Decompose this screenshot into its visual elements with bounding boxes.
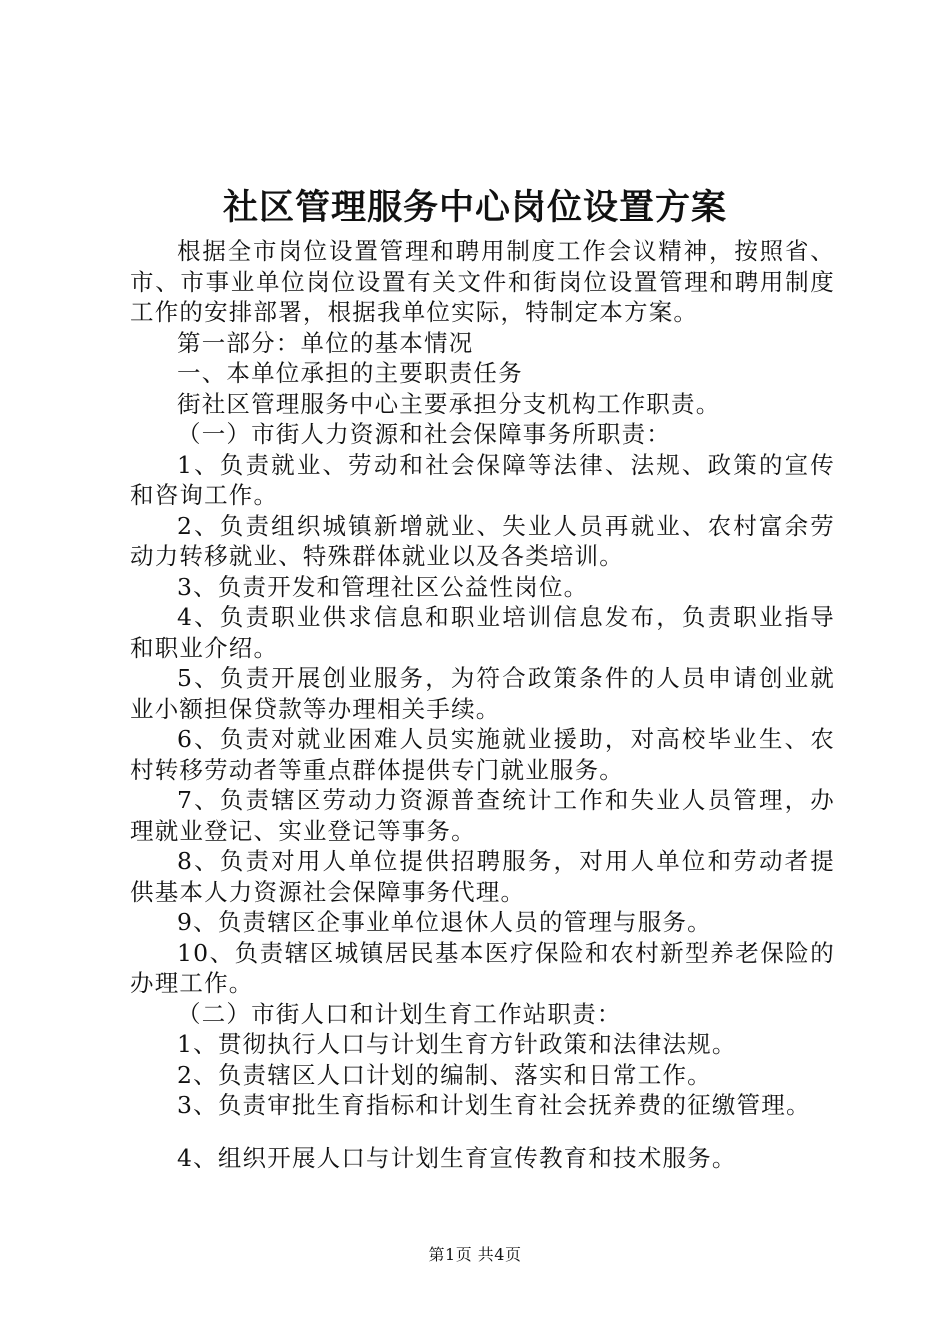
paragraph: 根据全市岗位设置管理和聘用制度工作会议精神，按照省、市、市事业单位岗位设置有关文件和街岗位设置管理和聘用制度工作的安排部署，根据我单位实际，特制定本方案。: [130, 237, 835, 326]
paragraph: 1、负责就业、劳动和社会保障等法律、法规、政策的宣传和咨询工作。: [130, 450, 835, 509]
page-footer: 第1页 共4页: [428, 1245, 522, 1264]
paragraph: 8、负责对用人单位提供招聘服务，对用人单位和劳动者提供基本人力资源社会保障事务代理。: [130, 847, 835, 906]
paragraph: 街社区管理服务中心主要承担分支机构工作职责。: [177, 389, 721, 418]
paragraph: 1、贯彻执行人口与计划生育方针政策和法律法规。: [177, 1030, 737, 1058]
document-title: 社区管理服务中心岗位设置方案: [222, 187, 727, 228]
paragraph: 10、负责辖区城镇居民基本医疗保险和农村新型养老保险的办理工作。: [130, 938, 835, 997]
paragraph: 7、负责辖区劳动力资源普查统计工作和失业人员管理，办理就业登记、实业登记等事务。: [130, 786, 835, 845]
paragraph: （一）市街人力资源和社会保障事务所职责：: [177, 420, 671, 448]
document-body: [130, 236, 835, 1173]
paragraph: 第一部分：单位的基本情况: [177, 328, 474, 357]
paragraph: 2、负责组织城镇新增就业、失业人员再就业、农村富余劳动力转移就业、特殊群体就业以及各类培训。: [130, 511, 835, 570]
paragraph: 3、负责审批生育指标和计划生育社会抚养费的征缴管理。: [177, 1091, 811, 1119]
paragraph: 3、负责开发和管理社区公益性岗位。: [177, 572, 589, 601]
paragraph: 一、本单位承担的主要职责任务: [177, 359, 523, 387]
paragraph: 2、负责辖区人口计划的编制、落实和日常工作。: [177, 1060, 712, 1089]
paragraph: 5、负责开展创业服务，为符合政策条件的人员申请创业就业小额担保贷款等办理相关手续。: [130, 664, 835, 723]
paragraph: 4、组织开展人口与计划生育宣传教育和技术服务。: [177, 1143, 737, 1172]
paragraph: 6、负责对就业困难人员实施就业援助，对高校毕业生、农村转移劳动者等重点群体提供专门就业服务。: [130, 725, 835, 784]
paragraph: （二）市街人口和计划生育工作站职责：: [177, 999, 622, 1028]
paragraph: 4、负责职业供求信息和职业培训信息发布，负责职业指导和职业介绍。: [130, 603, 835, 662]
paragraph: 9、负责辖区企事业单位退休人员的管理与服务。: [177, 908, 712, 936]
